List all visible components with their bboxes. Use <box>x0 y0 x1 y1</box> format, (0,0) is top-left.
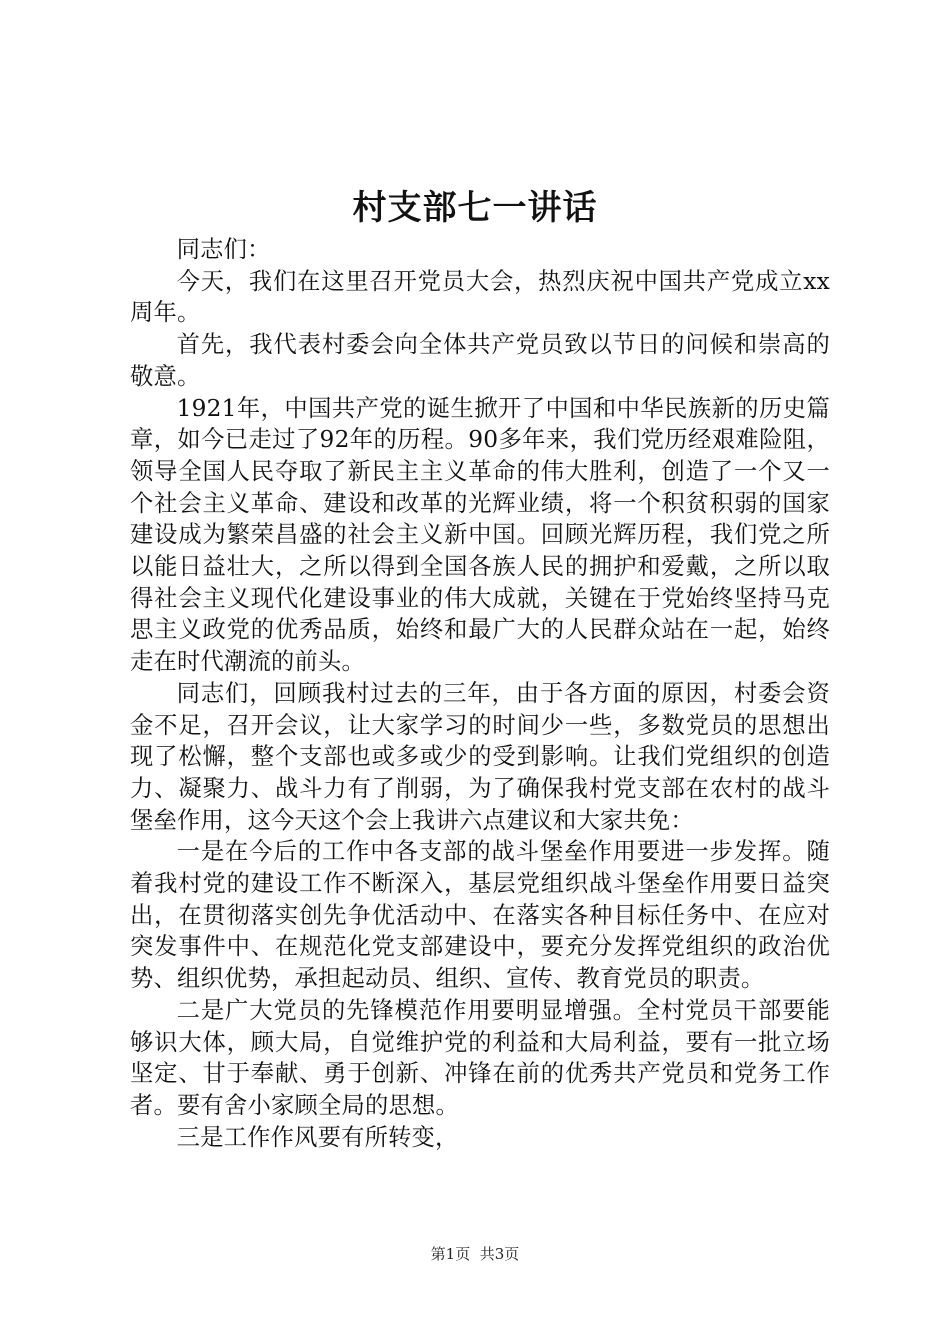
paragraph: 一是在今后的工作中各支部的战斗堡垒作用要进一步发挥。随着我村党的建设工作不断深入，基层党组织战斗堡垒作用要日益突出，在贯彻落实创先争优活动中、在落实各种目标任务中、在应对突发事件中、在规范化党支部建设中，要充分发挥党组织的政治优势、组织优势，承担起动员、组织、宣传、教育党员的职责。 <box>130 838 830 993</box>
paragraph: 二是广大党员的先锋模范作用要明显增强。全村党员干部要能够识大体，顾大局，自觉维护党的利益和大局利益，要有一批立场坚定、甘于奉献、勇于创新、冲锋在前的优秀共产党员和党务工作者。要有舍小家顾全局的思想。 <box>130 996 830 1119</box>
paragraph-salutation: 同志们： <box>176 236 271 263</box>
page-number: 第1页 <box>430 1245 471 1263</box>
paragraph: 同志们，回顾我村过去的三年，由于各方面的原因，村委会资金不足，召开会议，让大家学习的时间少一些，多数党员的思想出现了松懈，整个支部也或多或少的受到影响。让我们党组织的创造力、凝聚力、战斗力有了削弱，为了确保我村党支部在农村的战斗堡垒作用，这今天这个会上我讲六点建议和大家共免： <box>130 679 830 834</box>
document-body <box>130 234 830 1153</box>
paragraph: 三是工作作风要有所转变， <box>176 1123 459 1151</box>
paragraph: 1921年，中国共产党的诞生掀开了中国和中华民族新的历史篇章，如今已走过了92年的历程。90多年来，我们党历经艰难险阻，领导全国人民夺取了新民主主义革命的伟大胜利，创造了一个又一个社会主义革命、建设和改革的光辉业绩，将一个积贫积弱的国家建设成为繁荣昌盛的社会主义新中国。回顾光辉历程，我们党之所以能日益壮大，之所以得到全国各族人民的拥护和爱戴，之所以取得社会主义现代化建设事业的伟大成就，关键在于党始终坚持马克思主义政党的优秀品质，始终和最广大的人民群众站在一起，始终走在时代潮流的前头。 <box>130 394 830 676</box>
page-footer <box>0 1244 950 1264</box>
paragraph: 首先，我代表村委会向全体共产党员致以节日的问候和崇高的敬意。 <box>130 331 830 390</box>
page-total: 共3页 <box>479 1245 520 1263</box>
document-title: 村支部七一讲话 <box>352 188 598 228</box>
paragraph: 今天，我们在这里召开党员大会，热烈庆祝中国共产党成立xx周年。 <box>130 267 830 327</box>
